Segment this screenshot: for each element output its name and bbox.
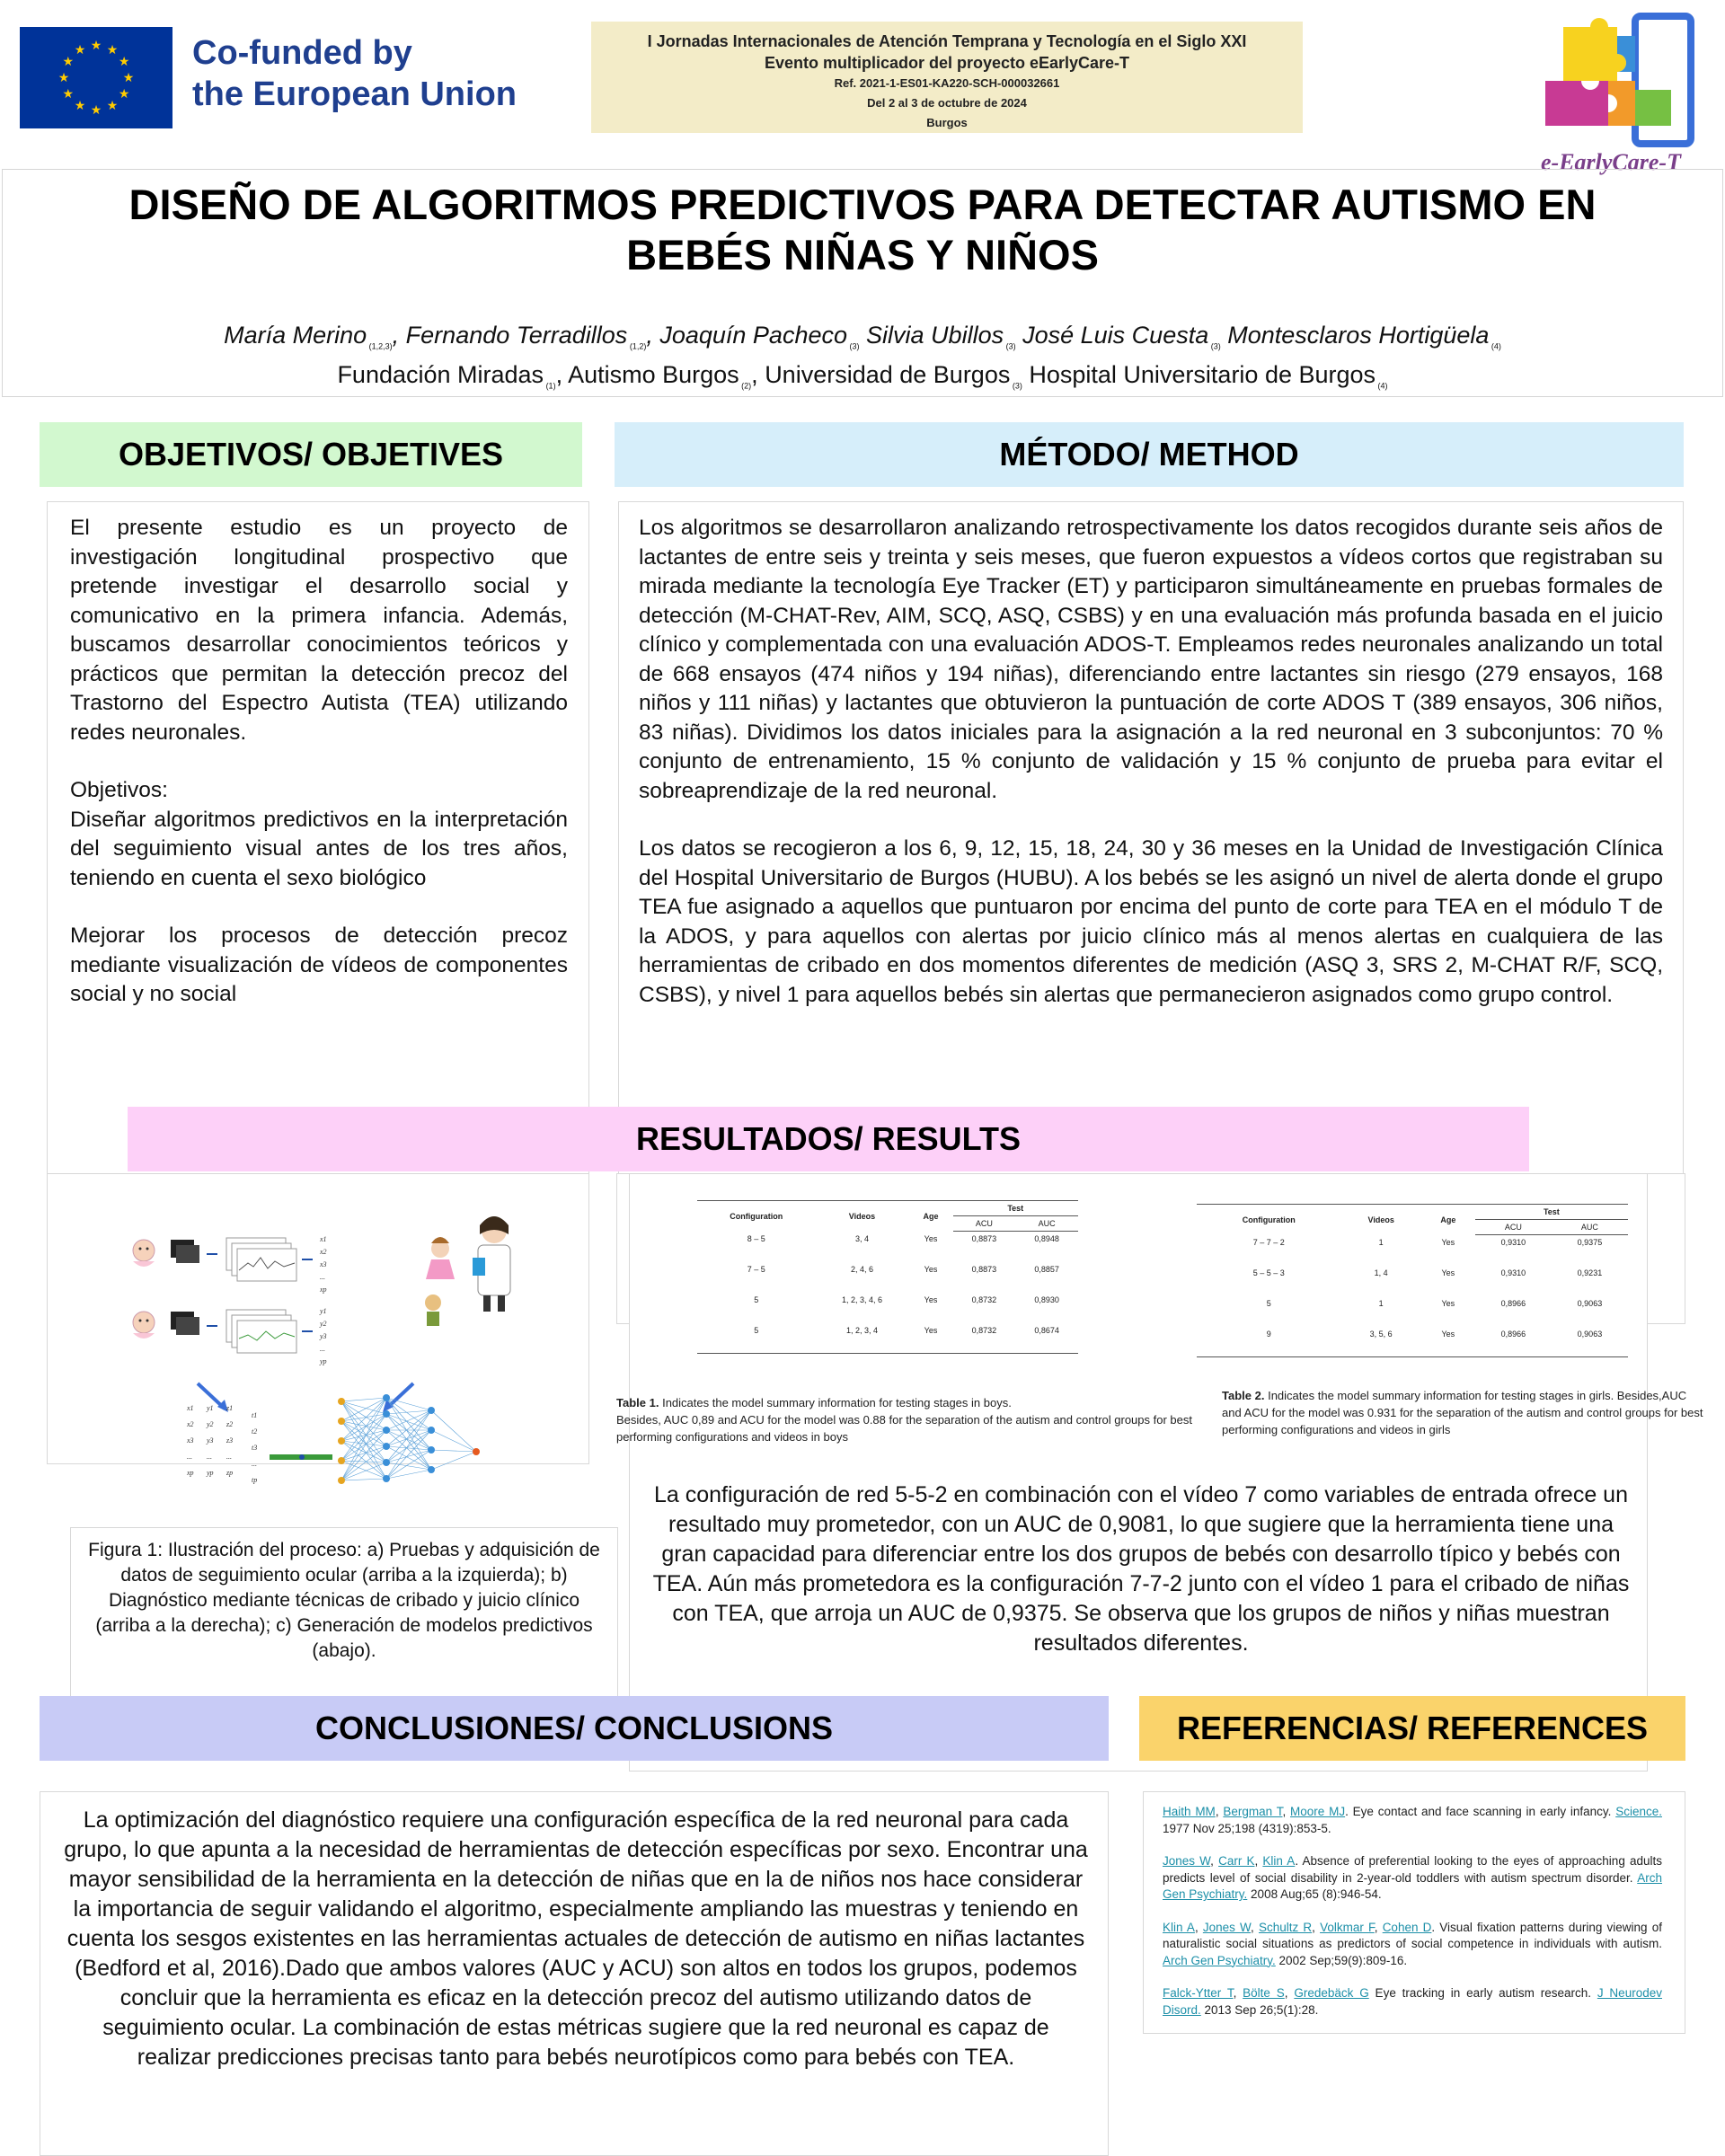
eu-stars-icon <box>20 27 172 128</box>
table-cell-age: Yes <box>924 1294 938 1304</box>
reference-author-link[interactable]: Haith MM <box>1163 1805 1216 1818</box>
table-cell-auc: 0,9063 <box>1552 1327 1628 1357</box>
network-node <box>338 1437 345 1445</box>
table-cell-acu: 0,8873 <box>971 1234 997 1243</box>
figure-label: t3 <box>252 1444 258 1452</box>
affiliation: Universidad de Burgos $_{(3)}$ <box>765 361 1022 391</box>
figure-label: x1 <box>187 1404 194 1412</box>
network-node <box>338 1418 345 1425</box>
network-node <box>383 1459 390 1466</box>
network-node <box>338 1398 345 1405</box>
table-cell-config: 7 – 5 <box>747 1264 765 1274</box>
table-row <box>1197 1235 1628 1266</box>
author: José Luis Cuesta $_{(3)}$ <box>1022 322 1221 351</box>
table-row <box>697 1293 1078 1323</box>
table-cell-config: 5 <box>697 1323 815 1354</box>
figure-label: x2 <box>187 1420 194 1428</box>
network-node <box>428 1466 435 1473</box>
reference-author-link[interactable]: Schultz R <box>1258 1920 1313 1934</box>
table-cell-config: 8 – 5 <box>747 1233 765 1243</box>
figure-label: t1 <box>252 1411 258 1419</box>
reference-journal-link[interactable]: Arch Gen Psychiatry. <box>1163 1953 1276 1967</box>
reference-author-link[interactable]: Gredebäck G <box>1294 1986 1369 2000</box>
objectives-label: Objetivos: <box>70 778 168 802</box>
reference-item: Haith MM, Bergman T, Moore MJ. Eye contact and face scanning in early infancy. Science. 1977 Nov 25;198 (4319):853-5. <box>1163 1805 1662 1835</box>
eu-star-icon: ★ <box>74 41 86 57</box>
table-cell-config: 7 – 7 – 2 <box>1252 1237 1285 1247</box>
figure-label: y1 <box>320 1307 327 1315</box>
reference-journal-link[interactable]: J Neurodev Disord. <box>1163 1986 1662 2017</box>
table-cell-acu: 0,8732 <box>953 1323 1016 1354</box>
reference-author-link[interactable]: Jones W <box>1163 1854 1211 1868</box>
reference-author-link[interactable]: Moore MJ <box>1290 1805 1346 1818</box>
table-cell-videos: 1, 2, 3, 4 <box>815 1323 908 1354</box>
figure-label: ... <box>320 1345 325 1353</box>
data-matrix <box>186 1404 257 1484</box>
figure-label: xp <box>320 1286 327 1294</box>
method-paragraph-1: Los algoritmos se desarrollaron analizando retrospectivamente los datos recogidos durante seis años de lactantes de entre seis y treinta y seis meses, que fueron expuestos a vídeos cortos que registraban su mirada mediante la tecnología Eye Tracker (ET) y participaron simultáneamente en pruebas formales de detección (M-CHAT-Rev, AIM, SCQ, ASQ, CSBS) y en una evaluación más profunda basada en el juicio clínico y complementada con una evaluación ADOS-T. Empleamos redes neuronales analizando un total de 668 ensayos (474 niños y 194 niñas), diferenciando entre lactantes sin riesgo (279 ensayos, 168 niños y 111 niñas) y lactantes que obtuvieron la puntuación de corte ADOS T (389 ensayos, 306 niños, 83 niñas). Dividimos los datos iniciales para la asignación a la red neuronal en 3 subconjuntos: 70 % conjunto de entrenamiento, 15 % conjunto de validación y 15 % conjunto de prueba para evitar el sobreaprendizaje de la red neuronal. <box>639 516 1663 803</box>
event-banner <box>591 22 1303 133</box>
affiliation-list <box>36 361 1689 390</box>
author: Montesclaros Hortigüela $_{(4)}$ <box>1227 322 1501 351</box>
table-header: ACU <box>1475 1220 1552 1235</box>
figure-label: x2 <box>320 1248 327 1256</box>
author-number: (4) <box>1489 341 1501 351</box>
table-header: Test <box>953 1201 1078 1216</box>
series-x-labels <box>319 1235 327 1294</box>
table-cell-age: Yes <box>1441 1237 1455 1247</box>
table-cell-acu: 0,8966 <box>1500 1298 1526 1308</box>
table-row <box>1197 1266 1628 1296</box>
table-row <box>697 1232 1078 1262</box>
affiliation-number: (3) <box>1010 381 1022 391</box>
network-node <box>428 1446 435 1454</box>
table-row <box>1197 1327 1628 1357</box>
table-cell-videos: 1, 4 <box>1374 1268 1388 1277</box>
figure-label: zp <box>226 1469 234 1477</box>
table-header: Videos <box>1340 1205 1420 1235</box>
figure-label: x1 <box>320 1235 327 1243</box>
affiliation-number: (4) <box>1376 381 1388 391</box>
table-caption-label: Table 1. <box>616 1396 659 1409</box>
process-figure <box>117 1204 602 1500</box>
table-header: Age <box>1421 1205 1475 1235</box>
author: Silvia Ubillos $_{(3)}$ <box>866 322 1016 351</box>
table-cell-age: Yes <box>1441 1268 1455 1277</box>
reference-author-link[interactable]: Klin A <box>1163 1920 1195 1934</box>
affiliation-number: (1) <box>544 381 556 391</box>
table-row <box>1197 1296 1628 1327</box>
table-cell-videos: 3, 5, 6 <box>1340 1327 1420 1357</box>
figure-label: y3 <box>207 1436 214 1445</box>
eu-star-icon: ★ <box>90 102 102 117</box>
network-node <box>338 1477 345 1484</box>
network-node <box>383 1427 390 1434</box>
child-icon <box>425 1237 455 1326</box>
figure-label: x3 <box>320 1260 327 1268</box>
table-cell-age: Yes <box>1421 1327 1475 1357</box>
baby-icon <box>133 1312 155 1339</box>
table-row <box>697 1262 1078 1293</box>
table-cell-age: Yes <box>924 1233 938 1243</box>
monitor-icon <box>171 1312 199 1335</box>
figure-label: ... <box>226 1453 232 1461</box>
baby-icon <box>133 1240 155 1267</box>
table-cell-acu: 0,8873 <box>971 1264 997 1274</box>
eu-star-icon: ★ <box>62 54 75 68</box>
table-header: Configuration <box>1197 1205 1340 1235</box>
table-cell-auc: 0,8674 <box>1015 1323 1078 1354</box>
method-text <box>639 514 1663 1038</box>
author-number: (3) <box>1208 341 1221 351</box>
figure-label: tp <box>252 1476 258 1484</box>
objectives-goal-1-text: Diseñar algoritmos predictivos en la interpretación del seguimiento visual antes de los tres años, teniendo en cuenta el sexo biológico <box>70 807 568 890</box>
figure-label: z2 <box>226 1420 234 1428</box>
title-line-2: BEBÉS NIÑAS Y NIÑOS <box>626 231 1099 278</box>
reference-journal-link[interactable]: Science. <box>1615 1805 1662 1818</box>
table-cell-auc: 0,9375 <box>1577 1238 1603 1247</box>
table-header: AUC <box>1015 1216 1078 1232</box>
affiliation: Fundación Miradas $_{(1)}$, <box>337 361 569 391</box>
reference-item: Jones W, Carr K, Klin A. Absence of preferential looking to the eyes of approaching adults predicts level of social disability in 2-year-old toddlers with autism spectrum disorder. Arch Gen Psychiatry. 2008 Aug;65 (8):946-54. <box>1163 1854 1662 1901</box>
event-reference: Ref. 2021-1-ES01-KA220-SCH-000032661 <box>834 76 1060 90</box>
network-node <box>428 1407 435 1414</box>
figure-label: x3 <box>187 1436 194 1445</box>
network-node <box>383 1410 390 1418</box>
author: Joaquín Pacheco $_{(3)}$ <box>659 322 860 351</box>
conclusions-text: La optimización del diagnóstico requiere una configuración específica de la red neuronal para cada grupo, lo que apunta a la necesidad de herramientas de detección específicas por sexo. Encontrar una mayor sensibilidad de la herramienta en la detección de niñas que en la de niños nos hace considerar la importancia de seguir validando el algoritmo, especialmente ampliando las muestras y teniendo en cuenta los sesgos existentes en las herramientas actuales de detección de autismo en niñas lactantes (Bedford et al, 2016).Dado que ambos valores (AUC y ACU) son altos en todos los grupos, podemos concluir que la herramienta es eficaz en la detección precoz del autismo utilizando datos de seguimiento ocular. La combinación de estas métricas sugiere que la red neuronal es capaz de realizar predicciones precisas tanto para bebés neurotípicos como para bebés con TEA. <box>64 1807 1088 2070</box>
eu-star-icon: ★ <box>58 70 70 84</box>
figure-label: t2 <box>252 1427 258 1436</box>
references-list <box>1163 1804 1662 2035</box>
figure-label: xp <box>187 1469 194 1477</box>
eu-star-icon: ★ <box>122 70 135 84</box>
results-heading: RESULTADOS/ RESULTS <box>128 1107 1529 1171</box>
neural-network-icon <box>338 1394 480 1484</box>
table-cell-config: 5 <box>754 1294 759 1304</box>
table-cell-config: 9 <box>1197 1327 1340 1357</box>
table-cell-auc: 0,8857 <box>1034 1264 1059 1274</box>
table-cell-config: 5 – 5 – 3 <box>1252 1268 1285 1277</box>
reference-author-link[interactable]: Jones W <box>1202 1920 1252 1934</box>
reference-author-link[interactable]: Carr K <box>1218 1854 1255 1868</box>
monitor-icon <box>171 1240 199 1263</box>
table-cell-age: Yes <box>908 1323 952 1354</box>
author: Fernando Terradillos $_{(1,2)}$, <box>405 322 660 351</box>
eu-flag-logo <box>20 27 172 128</box>
objectives-goal-1 <box>70 776 568 893</box>
reference-author-link[interactable]: Klin A <box>1262 1854 1296 1868</box>
reference-item: Klin A, Jones W, Schultz R, Volkmar F, Cohen D. Visual fixation patterns during viewing of naturalistic social situations as predictors of social competence in individuals with autism. Arch Gen Psychiatry. 2002 Sep;59(9):809-16. <box>1163 1920 1662 1967</box>
reference-author-link[interactable]: Bergman T <box>1223 1805 1283 1818</box>
figure-label: ... <box>207 1453 212 1461</box>
network-node <box>428 1427 435 1434</box>
table-cell-videos: 1, 2, 3, 4, 6 <box>841 1294 882 1304</box>
figure-label: z1 <box>226 1404 234 1412</box>
reference-item: Falck-Ytter T, Bölte S, Gredebäck G Eye tracking in early autism research. J Neurodev Disord. 2013 Sep 26;5(1):28. <box>1163 1986 1662 2017</box>
table-cell-videos: 3, 4 <box>854 1233 869 1243</box>
reference-journal-link[interactable]: Arch Gen Psychiatry. <box>1163 1870 1662 1901</box>
eearlycare-puzzle-logo-icon <box>1527 9 1698 171</box>
series-y-labels <box>319 1307 327 1365</box>
figure-caption: Figura 1: Ilustración del proceso: a) Pruebas y adquisición de datos de seguimiento ocular (arriba a la izquierda); b) Diagnóstico mediante técnicas de cribado y juicio clínico (arriba a la derecha); c) Generación de modelos predictivos (abajo). <box>88 1540 600 1661</box>
figure-label: y1 <box>207 1404 214 1412</box>
table-caption-text: Besides, AUC 0,89 and ACU for the model was 0.88 for the separation of the autism and control groups for best performing configurations and videos in boys <box>616 1413 1192 1444</box>
gaze-chart-stack <box>226 1238 296 1281</box>
eu-star-icon: ★ <box>118 54 130 68</box>
author-number: (3) <box>1004 341 1016 351</box>
objectives-goal-2: Mejorar los procesos de detección precoz mediante visualización de vídeos de componentes social y no social <box>70 923 568 1006</box>
network-node <box>338 1457 345 1464</box>
eu-star-icon: ★ <box>62 86 75 101</box>
event-name: I Jornadas Internacionales de Atención Temprana y Tecnología en el Siglo XXI <box>647 32 1247 50</box>
author-number: (3) <box>847 341 860 351</box>
references-heading: REFERENCIAS/ REFERENCES <box>1139 1696 1685 1761</box>
figure-label: y2 <box>320 1320 327 1328</box>
objectives-intro: El presente estudio es un proyecto de investigación longitudinal prospectivo que pretende investigar el desarrollo social y comunicativo en la primera infancia. Además, buscamos desarrollar conocimientos teóricos y prácticos que permitan la detección precoz del Trastorno del Espectro Autista (TEA) utilizando redes neuronales. <box>70 516 568 745</box>
author-list <box>36 322 1689 350</box>
author-number: (1,2) <box>627 341 647 351</box>
eu-star-icon: ★ <box>118 86 130 101</box>
table-boys <box>697 1200 1078 1354</box>
table-caption-text: Indicates the model summary information for testing stages in girls. Besides,AUC and ACU for the model was 0.931 for the separation of the autism and control groups for best performing configurations and videos in girls <box>1222 1389 1703 1436</box>
table-caption-label: Table 2. <box>1222 1389 1265 1402</box>
eearlycare-logo-text: e-EarlyCare-T <box>1541 149 1681 175</box>
table-row <box>697 1323 1078 1354</box>
table-cell-acu: 0,8732 <box>971 1294 997 1304</box>
method-paragraph-2: Los datos se recogieron a los 6, 9, 12, 15, 18, 24, 30 y 36 meses en la Unidad de Investigación Clínica del Hospital Universitario de Burgos (HUBU). A los bebés se les asignó un nivel de alerta donde el grupo TEA fue asignado a aquellos que puntuaron por encima del punto de corte para TEA en el módulo T de la ADOS, y para aquellos con alertas por juicio clínico más al menos alertas en cualquiera de las herramientas de cribado en dos momentos diferentes de medición (ASQ 3, SRS 2, M-CHAT R/F, SCQ, CSBS), y nivel 1 para aquellos bebés sin alertas que permanecieron asignados como grupo control. <box>639 836 1663 1007</box>
figure-label: ... <box>252 1460 257 1468</box>
table-header: AUC <box>1552 1220 1628 1235</box>
author: María Merino $_{(1,2,3)}$, <box>224 322 406 351</box>
objectives-heading: OBJETIVOS/ OBJETIVES <box>40 422 582 487</box>
title-line-1: DISEÑO DE ALGORITMOS PREDICTIVOS PARA DETECTAR AUTISMO EN <box>128 181 1597 228</box>
method-heading: MÉTODO/ METHOD <box>615 422 1684 487</box>
table-cell-videos: 2, 4, 6 <box>850 1264 873 1274</box>
figure-label: y2 <box>207 1420 214 1428</box>
eu-star-icon: ★ <box>90 38 102 52</box>
affiliation-number: (2) <box>739 381 752 391</box>
table-header: Videos <box>815 1201 908 1232</box>
figure-label: z3 <box>226 1436 234 1445</box>
doctor-icon <box>473 1216 510 1312</box>
figure-label: y3 <box>320 1332 327 1340</box>
objectives-text <box>70 514 568 1038</box>
network-node <box>473 1448 480 1455</box>
figure-label: ... <box>187 1453 192 1461</box>
eu-cofunded-text <box>192 32 517 115</box>
table-cell-acu: 0,9310 <box>1500 1238 1526 1247</box>
event-city: Burgos <box>926 116 968 129</box>
table-header: Test <box>1475 1205 1628 1220</box>
reference-author-link[interactable]: Volkmar F <box>1320 1920 1375 1934</box>
table-cell-videos: 1 <box>1378 1298 1384 1308</box>
reference-author-link[interactable]: Cohen D <box>1382 1920 1432 1934</box>
figure-label: yp <box>207 1469 214 1477</box>
reference-author-link[interactable]: Falck-Ytter T <box>1163 1986 1234 2000</box>
table-cell-auc: 0,9231 <box>1577 1268 1603 1277</box>
conclusions-heading: CONCLUSIONES/ CONCLUSIONS <box>40 1696 1109 1761</box>
table-cell-config: 5 <box>1266 1298 1271 1308</box>
table-cell-auc: 0,8930 <box>1034 1294 1059 1304</box>
table-header: Configuration <box>697 1201 815 1232</box>
table-girls-caption <box>1222 1387 1707 1438</box>
eu-line-2: the European Union <box>192 75 517 113</box>
network-node <box>383 1443 390 1450</box>
table-caption-text: Indicates the model summary information for testing stages in boys. <box>662 1396 1012 1409</box>
affiliation: Hospital Universitario de Burgos $_{(4)}$ <box>1029 361 1388 391</box>
event-subtitle: Evento multiplicador del proyecto eEarlyCare-T <box>764 54 1130 72</box>
reference-author-link[interactable]: Bölte S <box>1243 1986 1285 2000</box>
figure-label: yp <box>320 1357 327 1365</box>
results-summary: La configuración de red 5-5-2 en combinación con el vídeo 7 como variables de entrada ofrece un resultado muy prometedor, con un AUC de 0,9081, lo que sugiere que la herramienta tiene una gran capacidad para diferenciar entre los dos grupos de bebés con desarrollo típico y bebés con TEA. Aún más prometedora es la configuración 7-7-2 junto con el vídeo 1 para el cribado de niñas con TEA, que arroja un AUC de 0,9375. Se observa que los grupos de niños y niñas muestran resultados diferentes. <box>652 1482 1630 1656</box>
network-node <box>383 1394 390 1401</box>
eu-star-icon: ★ <box>106 41 119 57</box>
table-cell-auc: 0,9063 <box>1577 1298 1603 1308</box>
affiliation: Autismo Burgos $_{(2)}$, <box>568 361 765 391</box>
table-cell-videos: 1 <box>1378 1237 1384 1247</box>
table-cell-acu: 0,8966 <box>1475 1327 1552 1357</box>
eu-star-icon: ★ <box>106 98 119 113</box>
table-cell-acu: 0,9310 <box>1500 1268 1526 1277</box>
table-cell-age: Yes <box>1441 1298 1455 1308</box>
figure-label: ... <box>320 1273 325 1281</box>
table-girls <box>1197 1204 1628 1357</box>
event-dates: Del 2 al 3 de octubre de 2024 <box>867 96 1027 110</box>
table-boys-caption <box>616 1394 1209 1445</box>
author-number: (1,2,3) <box>367 341 393 351</box>
eu-star-icon: ★ <box>74 98 86 113</box>
gaze-chart-stack <box>226 1310 296 1353</box>
table-cell-age: Yes <box>924 1264 938 1274</box>
table-cell-auc: 0,8948 <box>1034 1234 1059 1243</box>
network-node <box>383 1475 390 1482</box>
poster-title <box>36 180 1689 280</box>
table-header: ACU <box>953 1216 1016 1232</box>
eu-line-1: Co-funded by <box>192 34 412 72</box>
table-header: Age <box>908 1201 952 1232</box>
